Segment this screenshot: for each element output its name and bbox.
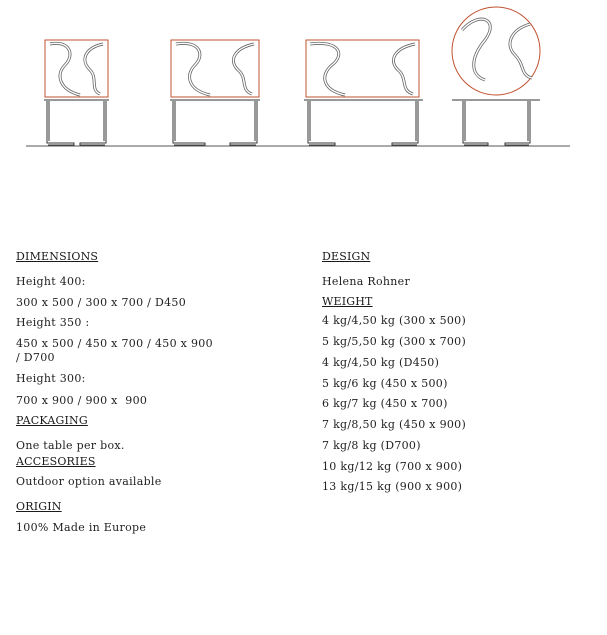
table-450x900-side-view: [304, 100, 423, 145]
height-300-label: Height 300:: [16, 371, 86, 385]
table-450x900-top-view: [306, 40, 419, 97]
weight-row: 7 kg/8,50 kg (450 x 900): [322, 418, 467, 431]
height-300-values: 700 x 900 / 900 x 900: [16, 394, 148, 408]
accessories-text: Outdoor option available: [16, 475, 162, 489]
accessories-heading: ACCESORIES: [16, 454, 96, 468]
origin-heading: ORIGIN: [16, 500, 62, 513]
table-D450-side-view: [452, 100, 540, 145]
packaging-text: One table per box.: [16, 438, 125, 452]
weight-row: 13 kg/15 kg (900 x 900): [322, 480, 463, 494]
weight-row: 5 kg/6 kg (450 x 500): [322, 376, 448, 390]
weight-row: 5 kg/5,50 kg (300 x 700): [322, 335, 467, 348]
table-300x500-top-view: [45, 40, 108, 97]
dimensions-heading: DIMENSIONS: [16, 250, 99, 263]
weight-row: 7 kg/8 kg (D700): [322, 438, 421, 452]
weight-row: 6 kg/7 kg (450 x 700): [322, 397, 448, 411]
table-300x700-top-view: [171, 40, 259, 97]
design-heading: DESIGN: [322, 250, 371, 263]
height-400-label: Height 400:: [16, 274, 86, 288]
specs-left-column: [16, 250, 226, 535]
height-400-values: 300 x 500 / 300 x 700 / D450: [16, 295, 186, 309]
specs-right-column: [322, 250, 562, 494]
table-D450-top-view: [452, 7, 540, 95]
weight-row: 4 kg/4,50 kg (300 x 500): [322, 314, 467, 328]
height-350-values: 450 x 500 / 450 x 700 / 450 x 900 / D700: [16, 337, 213, 364]
origin-text: 100% Made in Europe: [16, 520, 147, 534]
weight-heading: WEIGHT: [322, 294, 373, 308]
height-350-label: Height 350 :: [16, 316, 90, 330]
weight-row: 4 kg/4,50 kg (D450): [322, 355, 440, 369]
table-300x500-side-view: [44, 100, 109, 145]
table-300x700-side-view: [170, 100, 260, 145]
weight-list: [322, 314, 562, 494]
product-drawings: [0, 0, 607, 160]
weight-row: 10 kg/12 kg (700 x 900): [322, 459, 463, 473]
packaging-heading: PACKAGING: [16, 414, 88, 427]
designer-name: Helena Rohner: [322, 274, 411, 288]
